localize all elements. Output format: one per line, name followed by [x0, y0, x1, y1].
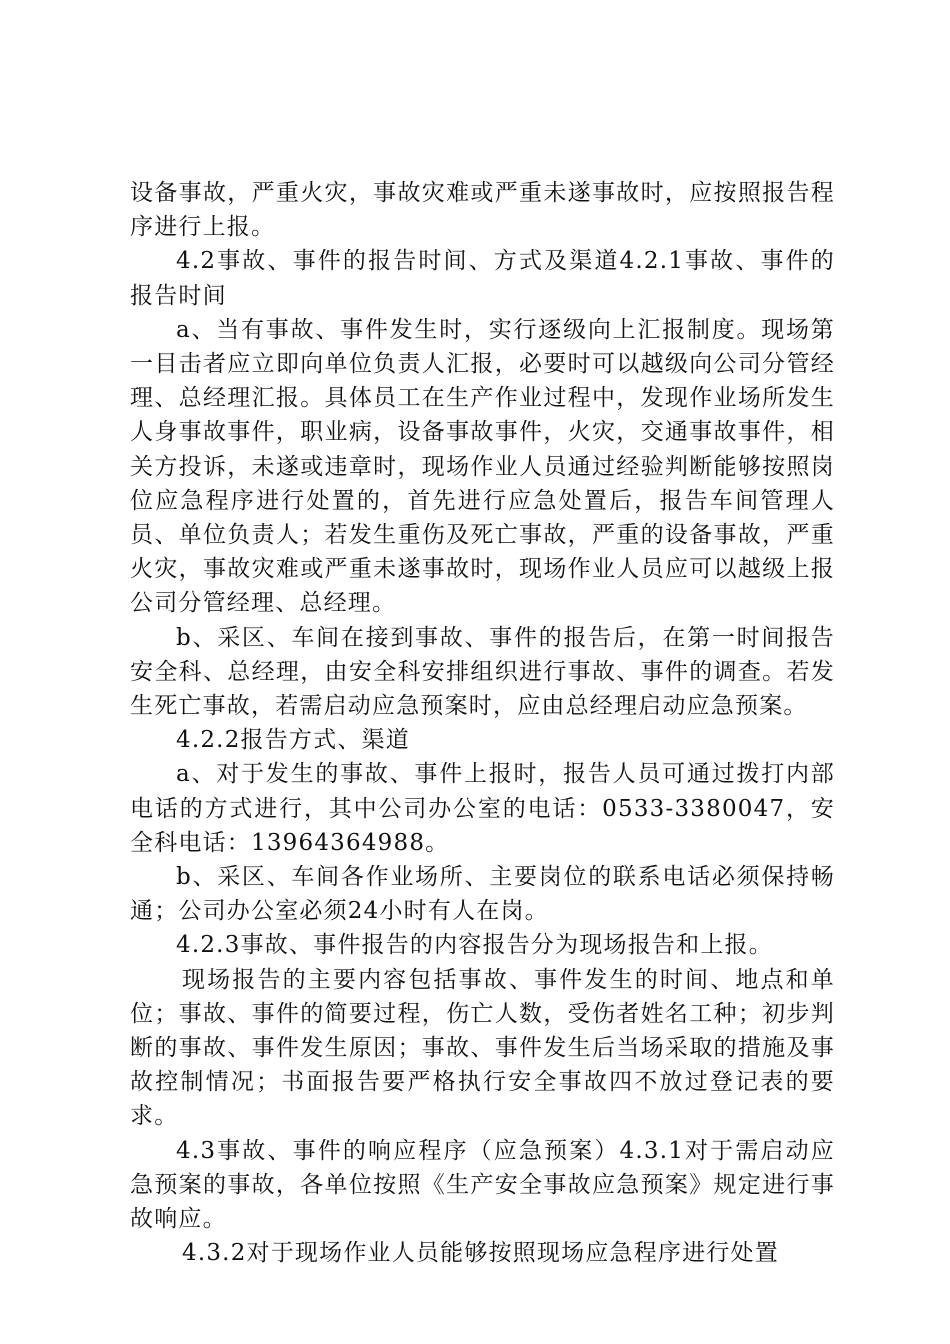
paragraph-item-a-reporting: a、当有事故、事件发生时，实行逐级向上汇报制度。现场第一目击者应立即向单位负责人汇报，必要时可以越级向公司分管经理、总经理汇报。具体员工在生产作业过程中，发现作业场所发生人身事故事件，职业病，设备事故事件，火灾，交通事故事件，相关方投诉，未遂或违章时，现场作业人员通过经验判断能够按照岗位应急程序进行处置的，首先进行应急处置后，报告车间管理人员、单位负责人；若发生重伤及死亡事故，严重的设备事故，严重火灾，事故灾难或严重未遂事故时，现场作业人员应可以越级上报公司分管经理、总经理。: [130, 316, 835, 617]
paragraph-item-b-phone: b、采区、车间各作业场所、主要岗位的联系电话必须保持畅通；公司办公室必须24小时有人在岗。: [130, 864, 835, 925]
paragraph-section-4-2-3-heading: 4.2.3事故、事件报告的内容报告分为现场报告和上报。: [176, 932, 773, 959]
paragraph-item-b-reporting: b、采区、车间在接到事故、事件的报告后，在第一时间报告安全科、总经理，由安全科安排组织进行事故、事件的调查。若发生死亡事故，若需启动应急预案时，应由总经理启动应急预案。: [130, 624, 835, 720]
paragraph-section-4-3-heading: 4.3事故、事件的响应程序（应急预案）4.3.1对于需启动应急预案的事故，各单位按照《生产安全事故应急预案》规定进行事故响应。: [130, 1137, 835, 1233]
paragraph-section-4-3-2: 4.3.2对于现场作业人员能够按照现场应急程序进行处置: [182, 1240, 779, 1267]
paragraph-section-4-2-2-heading: 4.2.2报告方式、渠道: [176, 727, 410, 754]
paragraph-item-a-phone: a、对于发生的事故、事件上报时，报告人员可通过拨打内部电话的方式进行，其中公司办公室的电话：0533-3380047，安全科电话：13964364988。: [130, 761, 835, 856]
paragraph-section-4-2-heading: 4.2事故、事件的报告时间、方式及渠道4.2.1事故、事件的报告时间: [130, 248, 835, 309]
paragraph-equipment-accident-continued: 设备事故，严重火灾，事故灾难或严重未遂事故时，应按照报告程序进行上报。: [130, 180, 835, 241]
paragraph-report-content: 现场报告的主要内容包括事故、事件发生的时间、地点和单位；事故、事件的简要过程，伤亡人数，受伤者姓名工种；初步判断的事故、事件发生原因；事故、事件发生后当场采取的措施及事故控制情况；书面报告要严格执行安全事故四不放过登记表的要求。: [130, 966, 835, 1130]
document-body: [130, 176, 835, 1271]
